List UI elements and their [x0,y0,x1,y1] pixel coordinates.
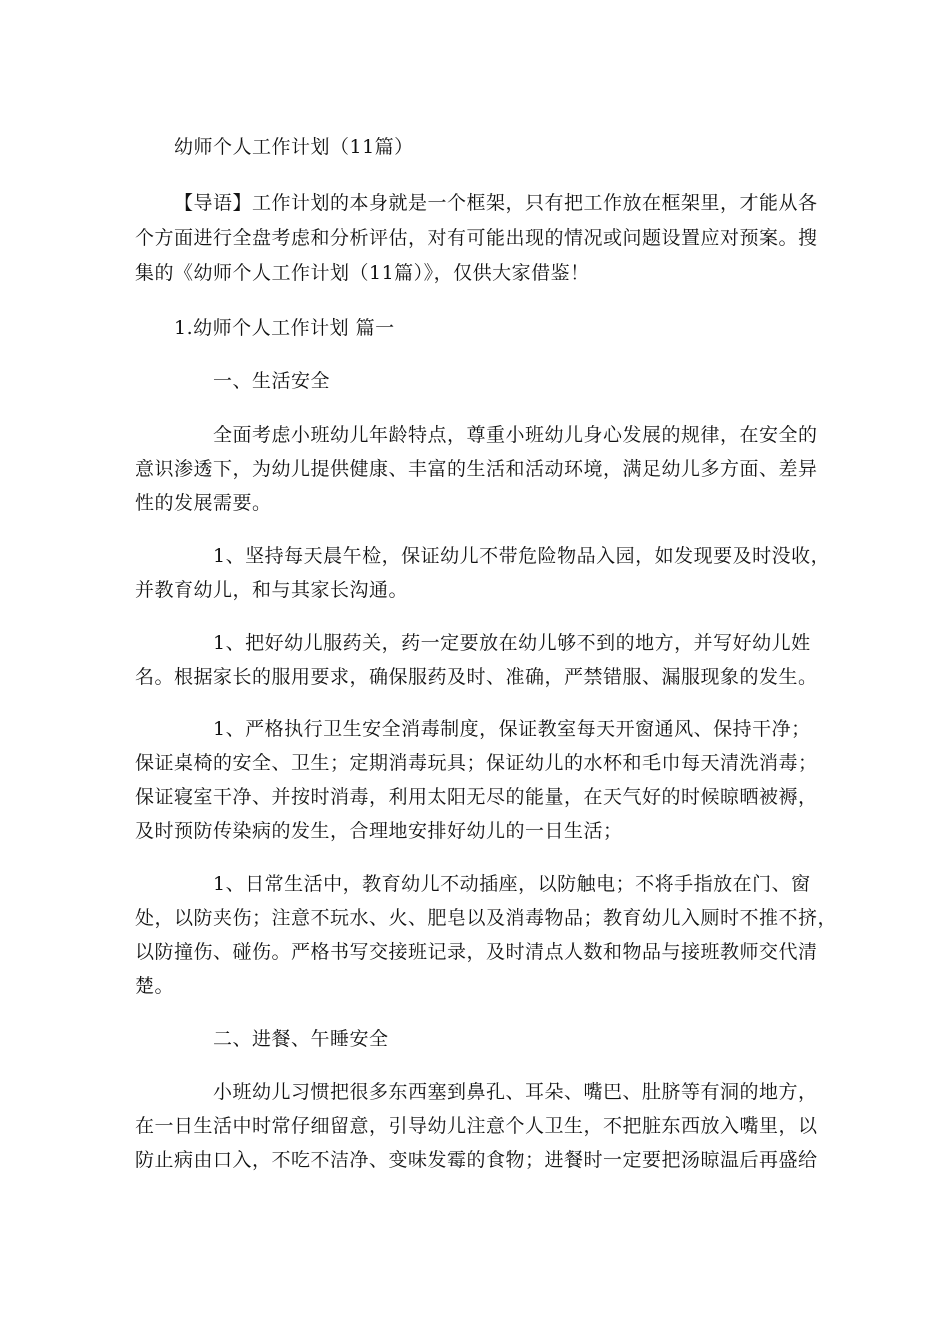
paragraph-line: 楚。 [135,975,175,997]
paragraph-line: 处，以防夹伤；注意不玩水、火、肥皂以及消毒物品；教育幼儿入厕时不推不挤， [135,907,838,929]
paragraph-line: 全面考虑小班幼儿年龄特点，尊重小班幼儿身心发展的规律，在安全的 [213,424,818,446]
subsection-heading: 一、生活安全 [213,370,331,392]
paragraph-line: 性的发展需要。 [135,492,272,514]
intro-line: 个方面进行全盘考虑和分析评估，对有可能出现的情况或问题设置应对预案。搜 [135,227,818,249]
paragraph-line: 1、日常生活中，教育幼儿不动插座，以防触电；不将手指放在门、窗 [213,873,811,895]
subsection-heading: 二、进餐、午睡安全 [213,1028,389,1050]
paragraph-line: 及时预防传染病的发生，合理地安排好幼儿的一日生活； [135,820,623,842]
paragraph-line: 1、严格执行卫生安全消毒制度，保证教室每天开窗通风、保持干净； [213,718,811,740]
document-title: 幼师个人工作计划（11篇） [174,136,414,158]
paragraph-line: 意识渗透下，为幼儿提供健康、丰富的生活和活动环境，满足幼儿多方面、差异 [135,458,818,480]
intro-line: 【导语】工作计划的本身就是一个框架，只有把工作放在框架里，才能从各 [174,192,818,214]
paragraph-line: 小班幼儿习惯把很多东西塞到鼻孔、耳朵、嘴巴、肚脐等有洞的地方， [213,1081,818,1103]
paragraph-line: 防止病由口入，不吃不洁净、变味发霉的食物；进餐时一定要把汤晾温后再盛给 [135,1149,818,1171]
paragraph-line: 1、坚持每天晨午检，保证幼儿不带危险物品入园，如发现要及时没收， [213,545,831,567]
paragraph-line: 并教育幼儿，和与其家长沟通。 [135,579,409,601]
section-heading: 1.幼师个人工作计划 篇一 [174,317,395,339]
paragraph-line: 在一日生活中时常仔细留意，引导幼儿注意个人卫生，不把脏东西放入嘴里，以 [135,1115,818,1137]
paragraph-line: 保证桌椅的安全、卫生；定期消毒玩具；保证幼儿的水杯和毛巾每天清洗消毒； [135,752,818,774]
intro-line: 集的《幼师个人工作计划（11篇）》，仅供大家借鉴！ [135,262,590,284]
paragraph-line: 1、把好幼儿服药关，药一定要放在幼儿够不到的地方，并写好幼儿姓 [213,632,811,654]
paragraph-line: 以防撞伤、碰伤。严格书写交接班记录，及时清点人数和物品与接班教师交代清 [135,941,818,963]
paragraph-line: 名。根据家长的服用要求，确保服药及时、准确，严禁错服、漏服现象的发生。 [135,666,818,688]
paragraph-line: 保证寝室干净、并按时消毒，利用太阳无尽的能量，在天气好的时候晾晒被褥， [135,786,818,808]
